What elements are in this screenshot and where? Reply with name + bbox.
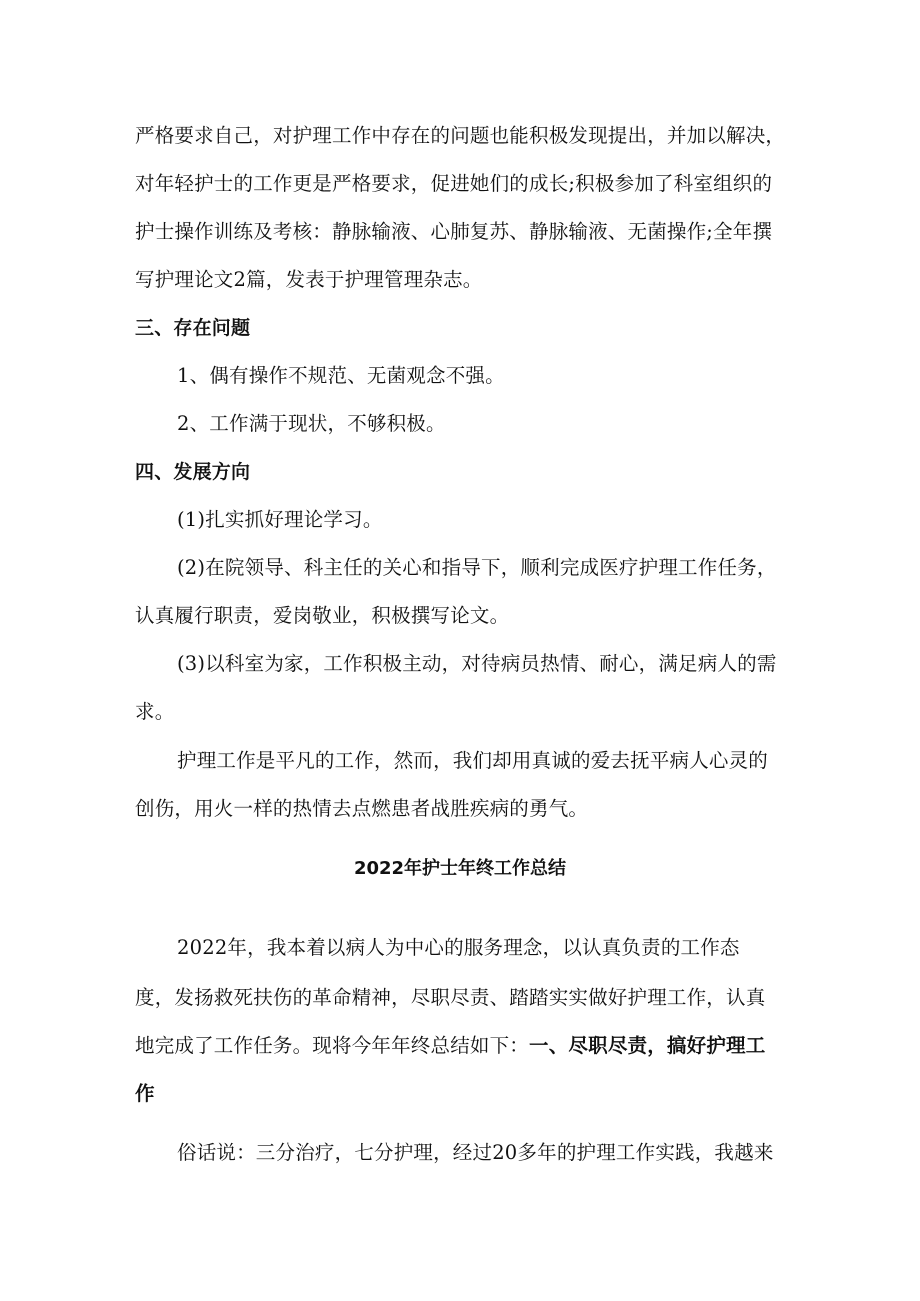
intro-paragraph-line: [135, 1034, 765, 1058]
list-item: (3)以科室为家，工作积极主动，对待病员热情、耐心，满足病人的需: [177, 652, 777, 675]
paragraph-line: 俗话说：三分治疗，七分护理，经过20多年的护理工作实践，我越来: [177, 1141, 774, 1164]
section-heading-duty-continuation: 作: [135, 1082, 155, 1105]
list-item: (1)扎实抓好理论学习。: [177, 508, 383, 531]
section-heading-direction: 四、发展方向: [135, 461, 251, 483]
list-item-continuation: 认真履行职责，爱岗敬业，积极撰写论文。: [135, 604, 510, 627]
document-title: 2022年护士年终工作总结: [353, 858, 567, 879]
paragraph-line: 对年轻护士的工作更是严格要求，促进她们的成长;积极参加了科室组织的: [135, 172, 773, 195]
intro-paragraph-line: 度，发扬救死扶伤的革命精神，尽职尽责、踏踏实实做好护理工作，认真: [135, 986, 766, 1009]
list-item: 1、偶有操作不规范、无菌观念不强。: [177, 364, 505, 387]
list-item: 2、工作满于现状，不够积极。: [177, 412, 446, 435]
section-heading-duty: 一、尽职尽责，搞好护理工: [529, 1034, 766, 1057]
paragraph-line: 严格要求自己，对护理工作中存在的问题也能积极发现提出，并加以解决，: [135, 124, 786, 147]
list-item-continuation: 求。: [135, 700, 175, 723]
closing-paragraph-line: 护理工作是平凡的工作，然而，我们却用真诚的爱去抚平病人心灵的: [177, 749, 769, 772]
section-heading-problems: 三、存在问题: [135, 317, 251, 339]
intro-paragraph-line: 2022年，我本着以病人为中心的服务理念，以认真负责的工作态: [177, 936, 740, 959]
paragraph-line: 写护理论文2篇，发表于护理管理杂志。: [135, 268, 483, 291]
closing-paragraph-line: 创伤，用火一样的热情去点燃患者战胜疾病的勇气。: [135, 797, 589, 820]
paragraph-line: 护士操作训练及考核：静脉输液、心肺复苏、静脉输液、无菌操作;全年撰: [135, 220, 773, 243]
intro-text: 地完成了工作任务。现将今年年终总结如下：: [135, 1034, 530, 1057]
list-item: (2)在院领导、科主任的关心和指导下，顺利完成医疗护理工作任务，: [177, 556, 777, 579]
